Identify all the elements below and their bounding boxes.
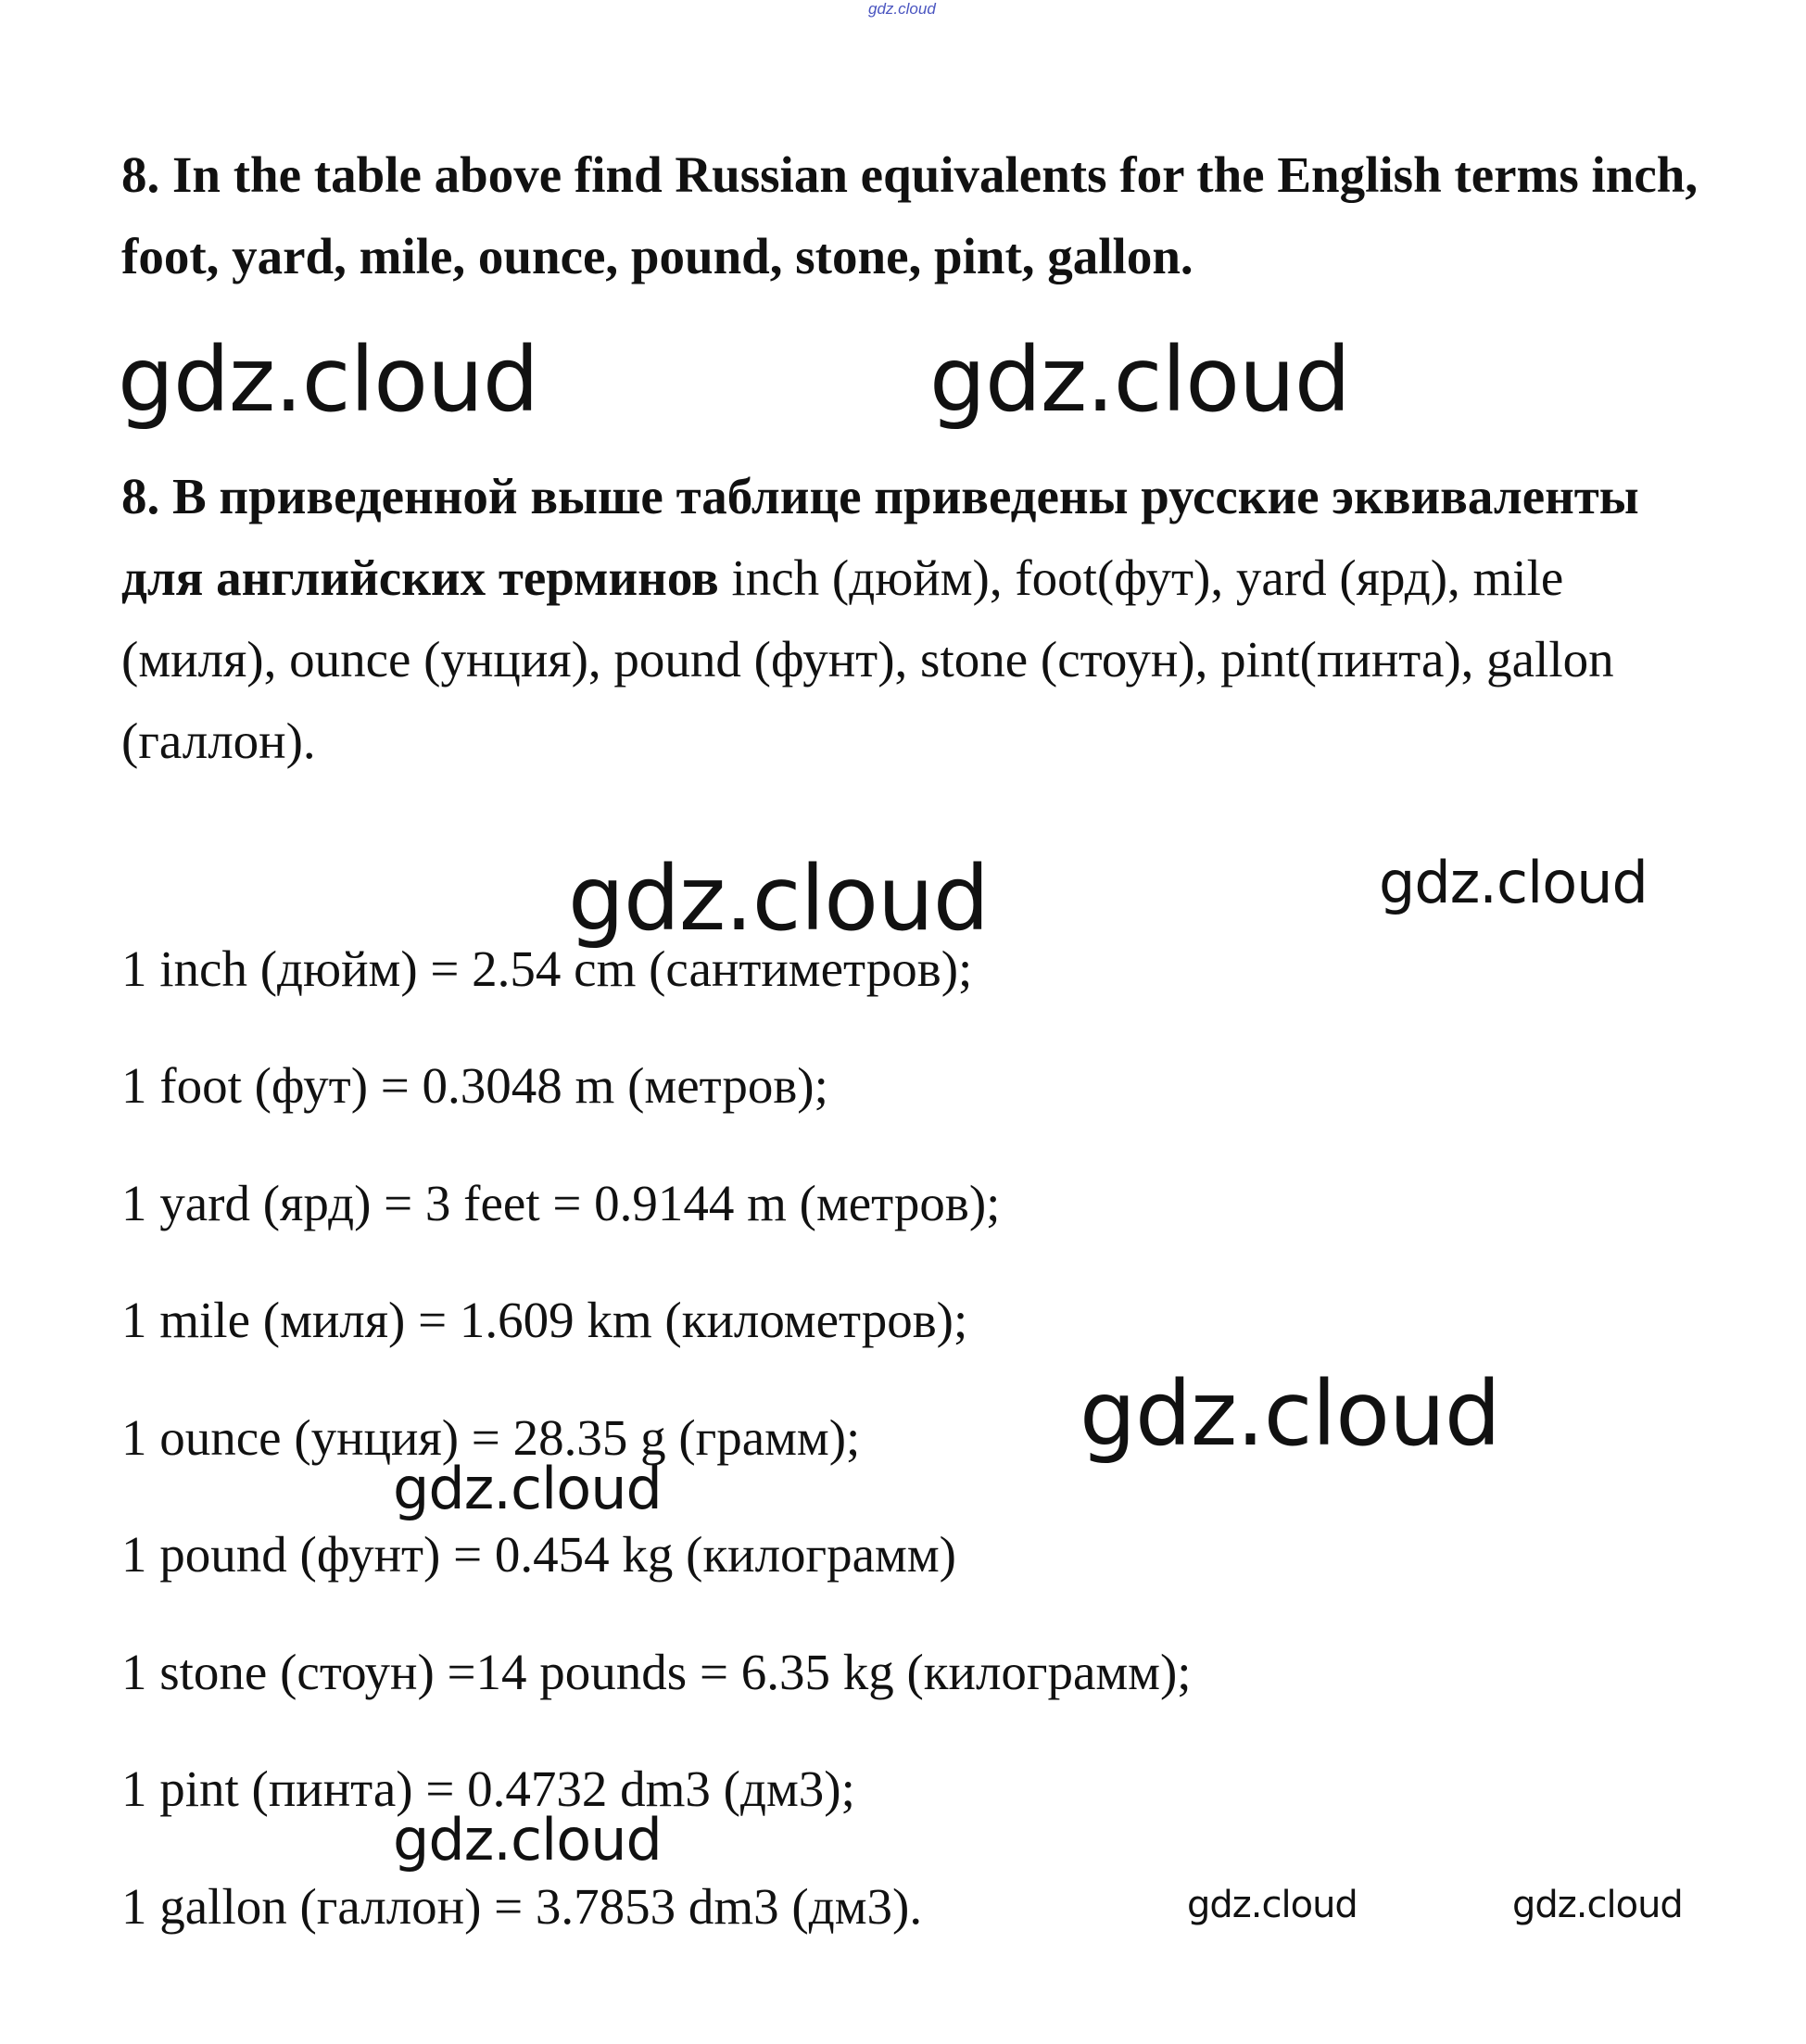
site-mark: gdz.cloud bbox=[868, 0, 936, 18]
conversion-ounce: 1 ounce (унция) = 28.35 g (грамм); bbox=[121, 1409, 861, 1466]
answer-plain-text: inch (дюйм), foot(фут), yard (ярд), mile (миля), ounce (унция), pound (фунт), stone (стоун), pint(пинта), gallon (галлон). bbox=[121, 549, 1614, 769]
conversion-stone: 1 stone (стоун) =14 pounds = 6.35 kg (килограмм); bbox=[121, 1644, 1192, 1700]
watermark: gdz.cloud bbox=[1187, 1884, 1358, 1926]
task-answer bbox=[121, 456, 1715, 782]
watermark: gdz.cloud bbox=[1080, 1362, 1500, 1466]
conversion-foot: 1 foot (фут) = 0.3048 m (метров); bbox=[121, 1057, 828, 1114]
conversion-mile: 1 mile (миля) = 1.609 km (километров); bbox=[121, 1292, 968, 1348]
watermark: gdz.cloud bbox=[1512, 1884, 1683, 1926]
task-question: 8. In the table above find Russian equivalents for the English terms inch, foot, yard, mile, ounce, pound, stone, pint, gallon. bbox=[121, 146, 1699, 284]
watermark: gdz.cloud bbox=[568, 847, 989, 951]
watermark: gdz.cloud bbox=[393, 1806, 662, 1874]
watermark: gdz.cloud bbox=[118, 328, 538, 432]
watermark: gdz.cloud bbox=[393, 1455, 662, 1522]
conversion-pound: 1 pound (фунт) = 0.454 kg (килограмм) bbox=[121, 1526, 956, 1583]
answer-bold-text: 8. В приведенной выше таблице приведены русские эквиваленты для английских терминов bbox=[121, 468, 1639, 606]
conversion-pint: 1 pint (пинта) = 0.4732 dm3 (дм3); bbox=[121, 1760, 855, 1817]
watermark: gdz.cloud bbox=[1379, 849, 1648, 916]
conversion-inch: 1 inch (дюйм) = 2.54 cm (сантиметров); bbox=[121, 940, 973, 997]
conversion-yard: 1 yard (ярд) = 3 feet = 0.9144 m (метров); bbox=[121, 1175, 1001, 1231]
watermark: gdz.cloud bbox=[929, 328, 1350, 432]
conversion-gallon: 1 gallon (галлон) = 3.7853 dm3 (дм3). bbox=[121, 1878, 923, 1935]
